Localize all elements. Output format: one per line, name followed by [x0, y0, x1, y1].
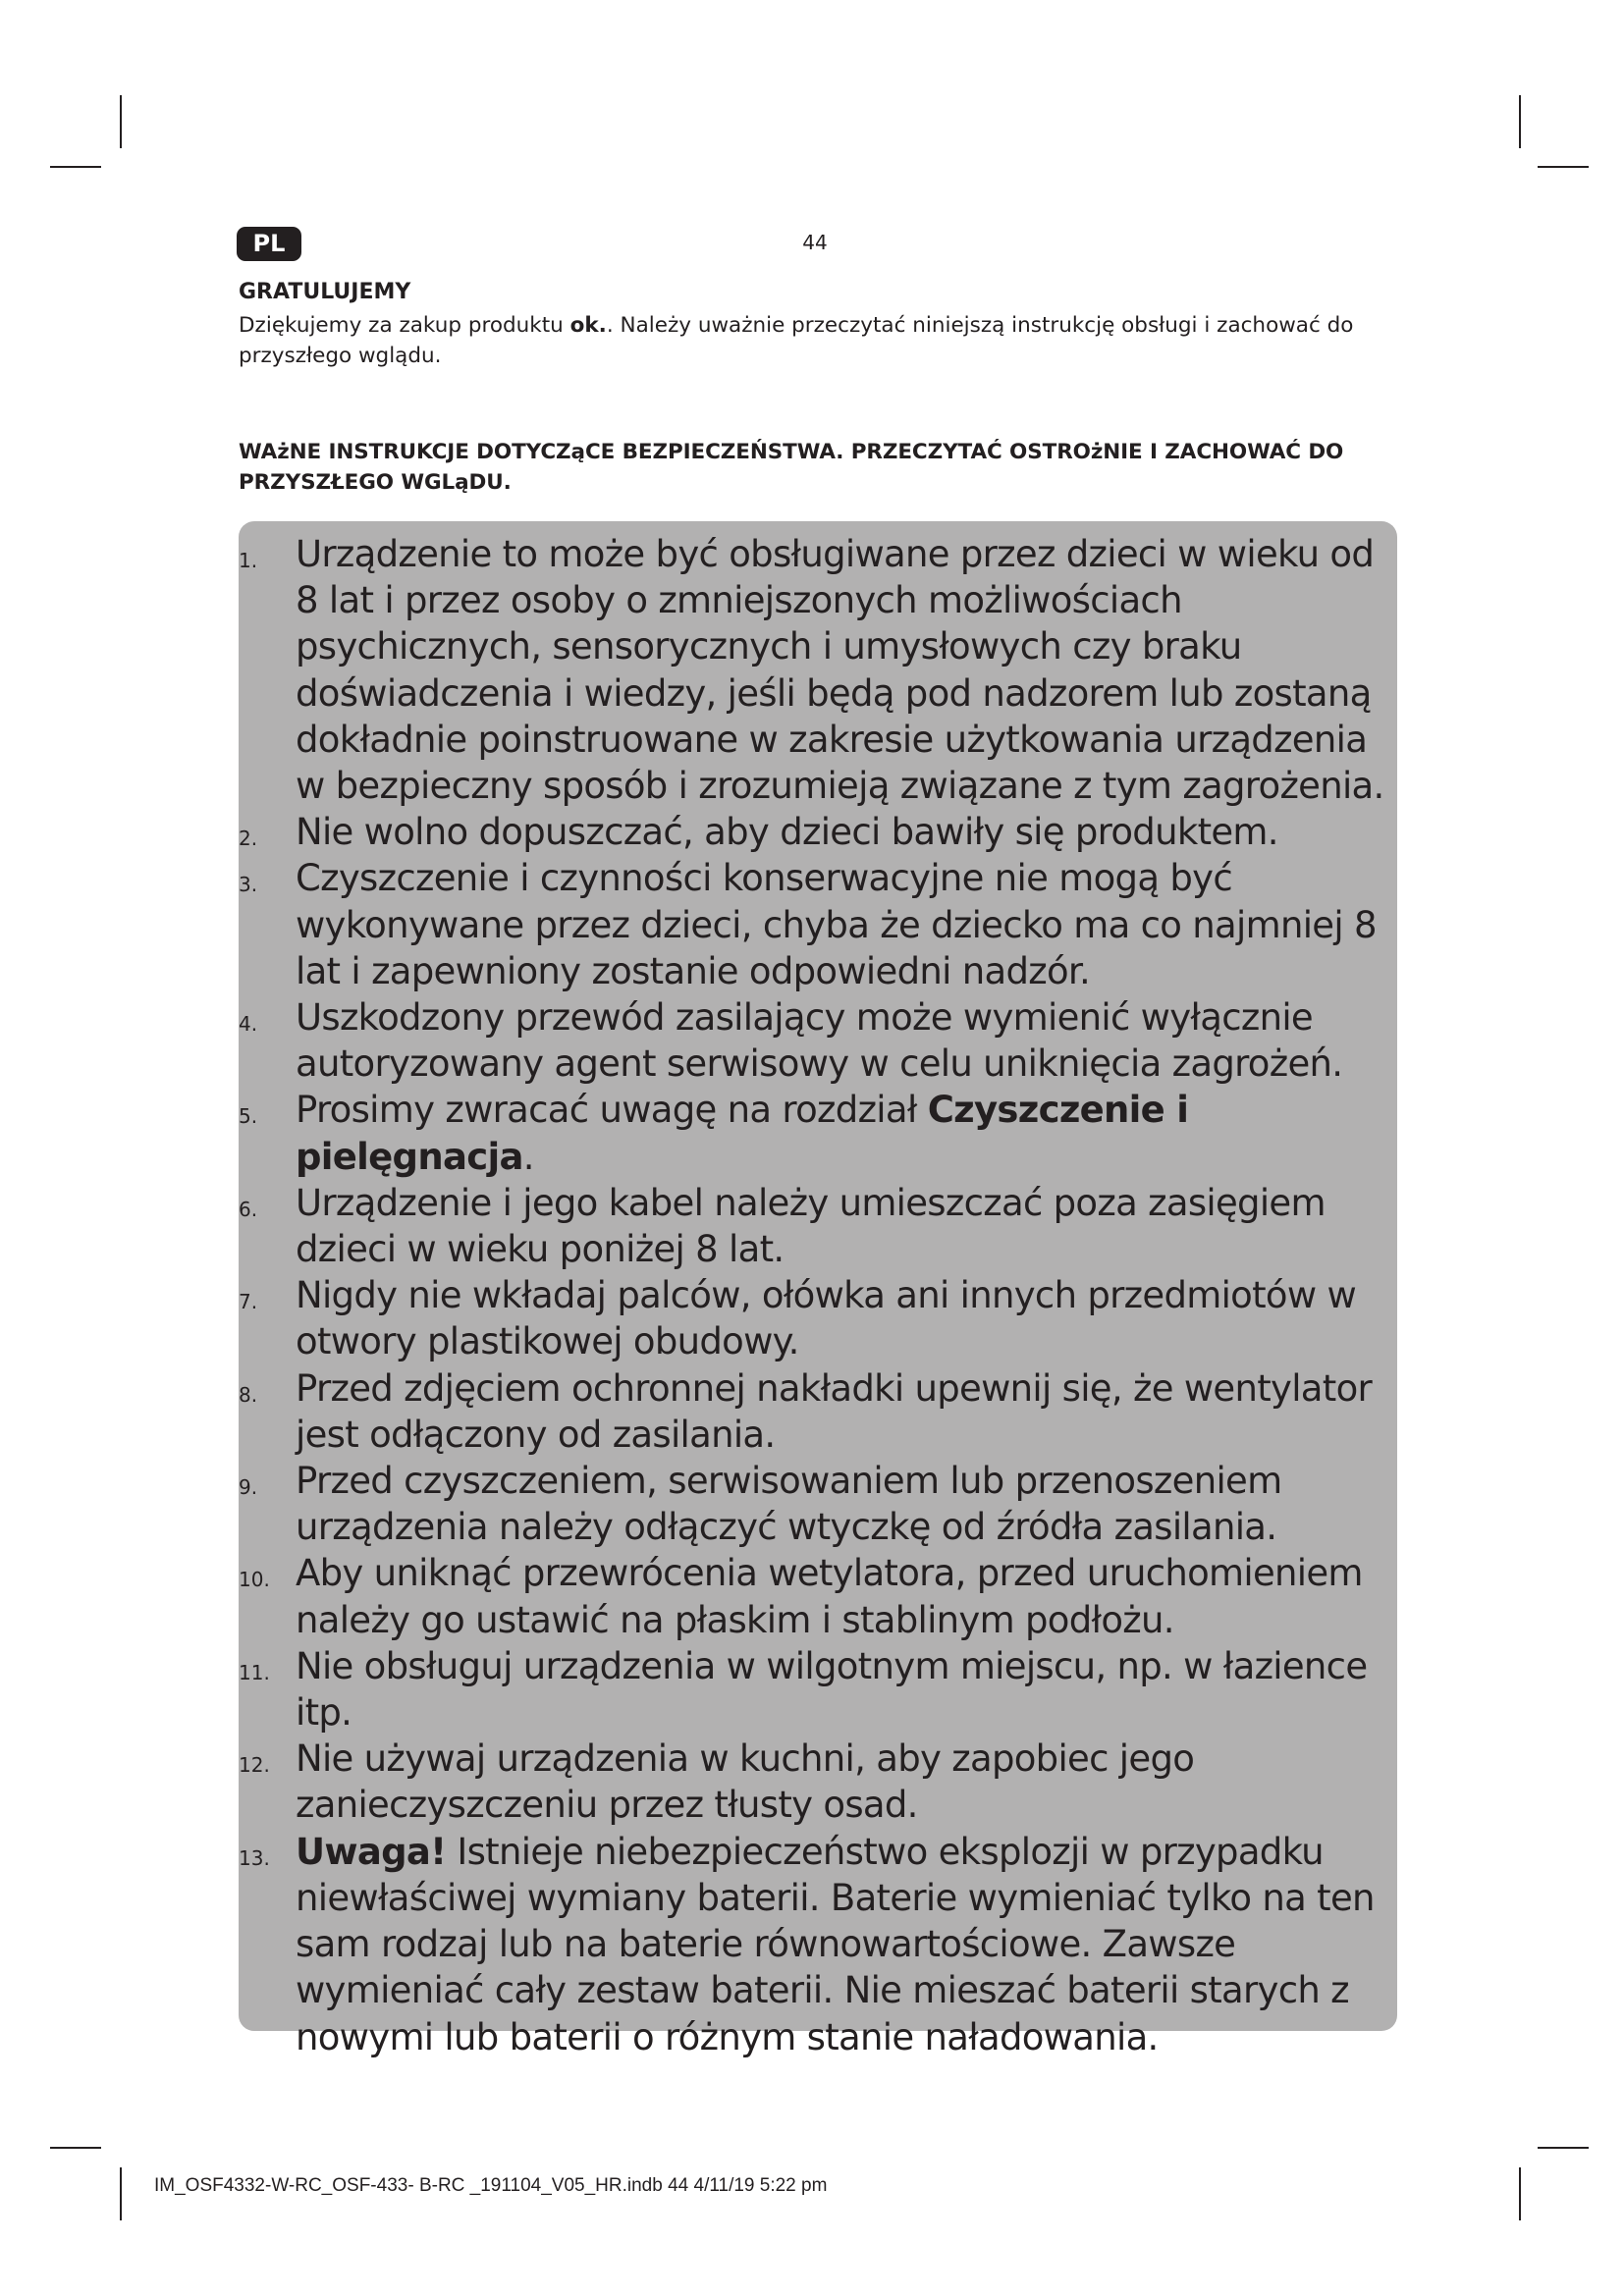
item-text-end: .	[522, 1135, 534, 1178]
item-number: 3.	[239, 873, 258, 897]
safety-item	[239, 1272, 1397, 1364]
item-text: Przed czyszczeniem, serwisowaniem lub przenoszeniem urządzenia należy odłączyć wtyczkę od źródła zasilania.	[296, 1460, 1282, 1549]
item-text: Nigdy nie wkładaj palców, ołówka ani innych przedmiotów w otwory plastikowej obudowy.	[296, 1274, 1357, 1363]
item-text: Istnieje niebezpieczeństwo eksplozji w przypadku niewłaściwej wymiany baterii. Baterie wymieniać tylko na ten sam rodzaj lub na baterie równowartościowe. Zawsze wymieniać cały zestaw baterii. Nie mieszać baterii starych z nowymi lub baterii o różnym stanie naładowania.	[296, 1830, 1375, 2058]
safety-item	[239, 1735, 1397, 1828]
language-badge: PL	[237, 227, 301, 261]
safety-item	[239, 531, 1397, 809]
safety-item	[239, 1180, 1397, 1272]
safety-heading: WAżNE INSTRUKCJE DOTYCZąCE BEZPIECZEŃSTWA. PRZECZYTAĆ OSTROżNIE I ZACHOWAĆ DO PRZYSZŁEGO WGLąDU.	[239, 440, 1344, 495]
print-footer: IM_OSF4332-W-RC_OSF-433- B-RC _191104_V05_HR.indb 44 4/11/19 5:22 pm	[154, 2175, 828, 2196]
item-text: Urządzenie to może być obsługiwane przez dzieci w wieku od 8 lat i przez osoby o zmniejszonych możliwościach psychicznych, sensorycznych i umysłowych czy braku doświadczenia i wiedzy, jeśli będą pod nadzorem lub zostaną dokładnie poinstruowane w zakresie użytkowania urządzenia w bezpieczny sposób i zrozumieją związane z tym zagrożenia.	[296, 533, 1384, 808]
crop-mark	[120, 95, 122, 148]
item-number: 12.	[239, 1753, 270, 1778]
item-number: 7.	[239, 1290, 258, 1314]
item-text: Prosimy zwracać uwagę na rozdział	[296, 1089, 928, 1132]
safety-item	[239, 809, 1397, 855]
crop-mark	[1519, 2167, 1521, 2220]
intro-text-start: Dziękujemy za zakup produktu	[239, 313, 570, 338]
item-number: 2.	[239, 827, 258, 851]
item-text: Nie używaj urządzenia w kuchni, aby zapobiec jego zanieczyszczeniu przez tłusty osad.	[296, 1737, 1195, 1827]
safety-instructions-box	[239, 521, 1397, 2058]
intro-title: GRATULUJEMY	[239, 280, 411, 304]
item-number: 10.	[239, 1568, 270, 1592]
crop-mark	[50, 2147, 101, 2149]
item-text: Nie obsługuj urządzenia w wilgotnym miejscu, np. w łazience itp.	[296, 1644, 1368, 1735]
safety-list	[239, 531, 1397, 2060]
safety-item	[239, 855, 1397, 994]
crop-mark	[1538, 166, 1589, 168]
brand-name: ok.	[569, 313, 607, 338]
item-number: 13.	[239, 1845, 270, 1870]
crop-mark	[120, 2167, 122, 2220]
safety-item	[239, 1458, 1397, 1550]
crop-mark	[1519, 95, 1521, 148]
crop-mark	[50, 166, 101, 168]
safety-item	[239, 994, 1397, 1087]
item-number: 8.	[239, 1382, 258, 1407]
item-text: Przed zdjęciem ochronnej nakładki upewnij się, że wentylator jest odłączony od zasilania.	[296, 1366, 1373, 1456]
intro-text-end: . Należy uważnie przeczytać niniejszą instrukcję obsługi i zachować do przyszłego wglądu.	[239, 313, 1354, 368]
safety-item	[239, 1365, 1397, 1458]
intro-text	[239, 310, 1378, 371]
safety-item	[239, 1087, 1397, 1179]
crop-mark	[1538, 2147, 1589, 2149]
item-number: 9.	[239, 1475, 258, 1500]
safety-item	[239, 1829, 1397, 2060]
page-number: 44	[802, 231, 828, 254]
item-number: 1.	[239, 549, 258, 572]
item-text: Nie wolno dopuszczać, aby dzieci bawiły się produktem.	[296, 811, 1278, 854]
item-text: Urządzenie i jego kabel należy umieszczać poza zasięgiem dzieci w wieku poniżej 8 lat.	[296, 1181, 1326, 1271]
safety-item	[239, 1643, 1397, 1735]
warning-label: Uwaga!	[296, 1830, 447, 1873]
item-text: Aby uniknąć przewrócenia wetylatora, przed uruchomieniem należy go ustawić na płaskim i stablinym podłożu.	[296, 1552, 1363, 1641]
chapter-reference: Czyszczenie i pielęgnacja	[296, 1089, 1189, 1178]
item-number: 4.	[239, 1012, 258, 1037]
item-number: 6.	[239, 1197, 258, 1221]
item-number: 5.	[239, 1104, 258, 1129]
safety-item	[239, 1550, 1397, 1642]
item-text: Uszkodzony przewód zasilający może wymienić wyłącznie autoryzowany agent serwisowy w celu uniknięcia zagrożeń.	[296, 996, 1343, 1086]
item-number: 11.	[239, 1660, 270, 1684]
item-text: Czyszczenie i czynności konserwacyjne nie mogą być wykonywane przez dzieci, chyba że dziecko ma co najmniej 8 lat i zapewniony zostanie odpowiedni nadzór.	[296, 857, 1377, 992]
